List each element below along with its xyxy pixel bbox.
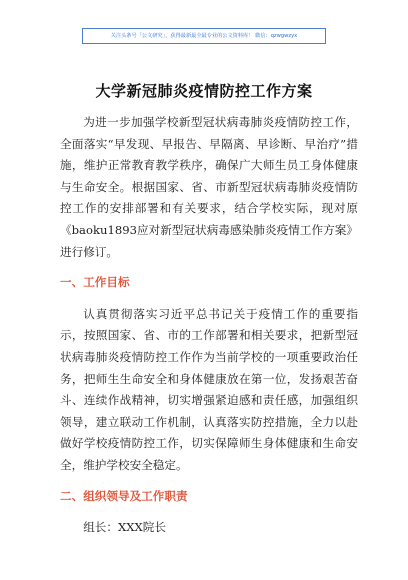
- intro-paragraph: 为进一步加强学校新型冠状病毒肺炎疫情防控工作，全面落实“早发现、早报告、早隔离、早诊断、早治疗”措施，维护正常教育教学秩序，确保广大师生员工身体健康与生命安全。根据国家、省、市新型冠状病毒肺炎疫情防控工作的安排部署和有关要求，结合学校实际，现对原《baoku1893应对新型冠状病毒感染肺炎疫情工作方案》进行修订。: [60, 115, 358, 259]
- goals-paragraph: 认真贯彻落实习近平总书记关于疫情工作的重要指示，按照国家、省、市的工作部署和相关要求，把新型冠状病毒肺炎疫情防控工作作为当前学校的一项重要政治任务，把师生生命安全和身体健康放在第一位，发扬艰苦奋斗、连续作战精神，切实增强紧迫感和责任感，加强组织领导，建立联动工作机制，认真落实防控措施，全力以赴做好学校疫情防控工作，切实保障师生身体健康和生命安全，维护学校安全稳定。: [60, 306, 358, 472]
- section-heading-organization: 二、组织领导及工作职责: [60, 488, 188, 503]
- promo-banner-text: 关注头条号「公文研究」，获得最新最全最专业的公文资料库！ 微信：qzwgwzyx: [110, 33, 298, 39]
- document-title: 大学新冠肺炎疫情防控工作方案: [95, 82, 313, 100]
- promo-banner[interactable]: [82, 28, 326, 44]
- section-heading-goals: 一、工作目标: [60, 275, 130, 290]
- leader-line: 组长：XXX院长: [83, 520, 166, 535]
- document-body: [60, 112, 358, 539]
